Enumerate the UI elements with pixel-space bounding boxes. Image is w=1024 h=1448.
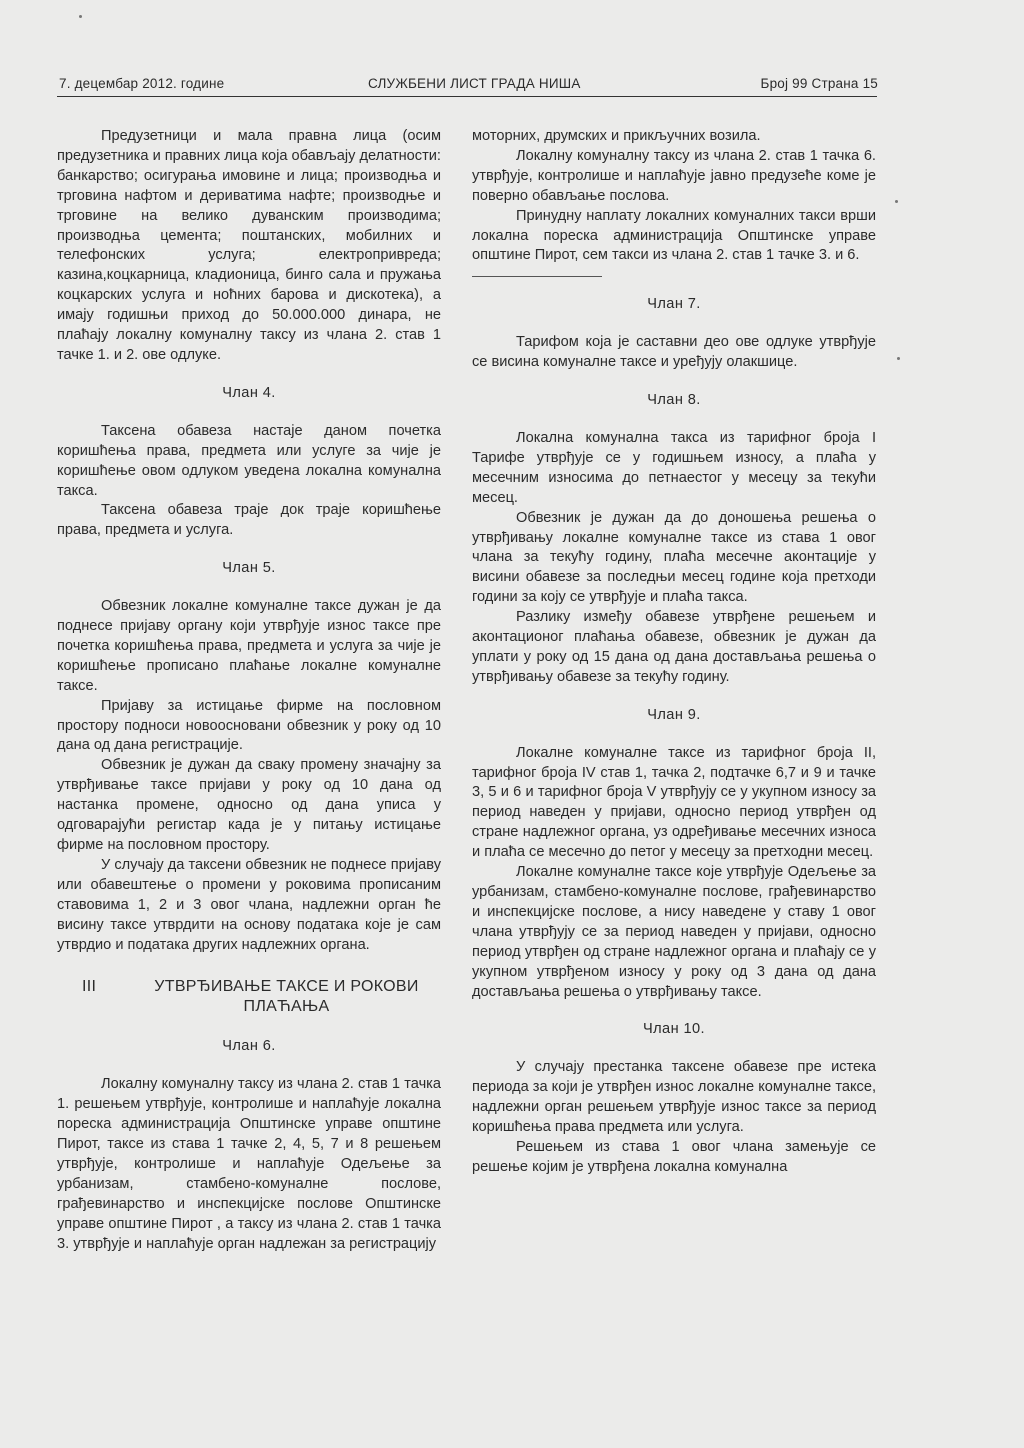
paragraph: Принудну наплату локалних комуналних такси врши локална пореска администрација Општинске управе општине Пирот, сем такси из члана 2. став 1 тачке 3. и 6. bbox=[472, 207, 876, 264]
article-heading-6: Члан 6. bbox=[222, 1038, 276, 1055]
paragraph: Обвезник је дужан да сваку промену значајну за утврђивање таксе пријави у року од 10 дана од настанка промене, односно од дана уписа у одговарајући регистар када је у питању истицање фирме на пословном простору. bbox=[57, 757, 441, 853]
left-column bbox=[57, 127, 441, 1255]
article-heading-5: Члан 5. bbox=[222, 560, 276, 577]
paragraph: Разлику између обавезе утврђене решењем и аконтационог плаћања обавезе, обвезник је дужан да уплати у року од 15 дана од дана достављања решења о утврђивању обавезе за текућу годину. bbox=[472, 609, 876, 685]
article-heading-7: Члан 7. bbox=[647, 296, 701, 313]
right-column bbox=[472, 127, 876, 1178]
section-divider bbox=[472, 276, 602, 277]
article-heading-10: Члан 10. bbox=[643, 1021, 705, 1038]
page-header bbox=[57, 74, 877, 97]
paragraph: У случају престанка таксене обавезе пре истека периода за који је утврђен износ локалне комуналне таксе, надлежни орган решењем утврђује износ таксе за период коришћења права предмета или услуга. bbox=[472, 1059, 876, 1136]
paragraph: Предузетници и мала правна лица (осим предузетника и правних лица која обављају делатности: банкарство; осигурања имовине и лица; производња и трговина нафтом и дериватима нафте; производње и трговине на велико дуванским производима; производња цемента; поштанских, мобилних и телефонских услуга; електропривреда; казина,коцкарница, кладионица, бинго сала и пружања коцкарских услуга и ноћних барова и дискотека), а имају годишњи приход до 50.000.000 динара, не плаћају локалну комуналну таксу из члана 2. став 1 тачке 1. и 2. ове одлуке. bbox=[57, 128, 441, 363]
paper-speck bbox=[897, 357, 900, 360]
paper-speck bbox=[895, 200, 898, 203]
paragraph: Локалну комуналну таксу из члана 2. став 1 тачка 6. утврђује, контролише и наплаћује јавно предузеће коме је поверно обављање послова. bbox=[472, 147, 876, 204]
paragraph: Обвезник локалне комуналне таксе дужан је да поднесе пријаву органу који утврђује износ таксе пре почетка коришћења права, предмета и услуга за чије је коришћење прописано плаћање локалне комуналне таксе. bbox=[57, 598, 441, 694]
paragraph: Локална комунална такса из тарифног броја I Тарифе утврђује се у годишњем износу, а плаћа у месечним износима до петнаестог у месецу за текући месец. bbox=[472, 429, 876, 506]
paper-speck bbox=[79, 15, 82, 18]
paragraph: Локалну комуналну таксу из члана 2. став 1 тачка 1. решењем утврђује, контролише и наплаћује локална пореска администрација Општинске управе општине Пирот, таксе из става 1 тачке 2, 4, 5, 7 и 8 решењем утврђује, контролише и наплаћује Одељење за урбанизам, стамбено-комуналне послове, грађевинарство и инспекцијске послове Општинске управе општине Пирот , а таксу из члана 2. став 1 тачка 3. утврђује и наплаћује орган надлежан за регистрацију bbox=[57, 1076, 441, 1252]
paragraph: Тарифом која је саставни део ове одлуке утврђује се висина комуналне таксе и уређују олакшице. bbox=[472, 334, 876, 371]
section-heading bbox=[57, 977, 441, 1017]
paragraph: Пријаву за истицање фирме на пословном простору подноси новоосновани обвезник у року од 10 дана од дана регистрације. bbox=[57, 697, 441, 754]
paragraph: Таксена обавеза траје док траје коришћење права, предмета и услуга. bbox=[57, 502, 441, 539]
header-publication-title: СЛУЖБЕНИ ЛИСТ ГРАДА НИША bbox=[368, 76, 581, 91]
section-number: III bbox=[82, 978, 97, 996]
paragraph: Таксена обавеза настаје даном почетка коришћења права, предмета или услуге за чије је коришћење овом одлуком уведена локална комунална такса. bbox=[57, 422, 441, 499]
paragraph: моторних, друмских и прикључних возила. bbox=[472, 128, 761, 144]
paragraph: Обвезник је дужан да до доношења решења о утврђивању локалне комуналне таксе из става 1 овог члана за текућу годину, плаћа месечне аконтације у висини обавезе за последњи месец године која претходи години за коју се утврђује и плаћа такса. bbox=[472, 509, 876, 606]
section-title: УТВРЂИВАЊЕ ТАКСЕ И РОКОВИ ПЛАЋАЊА bbox=[154, 978, 419, 1016]
paragraph: Локалне комуналне таксе које утврђује Одељење за урбанизам, стамбено-комуналне послове, грађевинарство и инспекцијске послове, а нису наведене у ставу 1 овог члана утврђују се за период наведен у пријави, односно период утврђен од стране надлежног органа и плаћају се у укупном утврђеном износу у року од 3 дана од дана достављања решења о утврђивању таксе. bbox=[472, 864, 876, 1000]
article-heading-4: Члан 4. bbox=[222, 384, 276, 401]
header-date: 7. децембар 2012. године bbox=[59, 76, 225, 91]
article-heading-9: Члан 9. bbox=[647, 706, 701, 723]
paragraph: У случају да таксени обвезник не поднесе пријаву или обавештење о промени у роковима прописаним ставовима 1, 2 и 3 овог члана, надлежни орган ће висину таксе утврдити на основу података које је сам утврдио и података других надлежних органа. bbox=[57, 856, 441, 953]
paragraph: Локалне комуналне таксе из тарифног броја II, тарифног броја IV став 1, тачка 2, подтачке 6,7 и 9 и тачке 3, 5 и 6 и тарифног броја V утврђују се у укупном износу за период наведен у пријави, односно период утврђен од стране надлежног органа, уз одређивање месечних износа и плаћа се месечно до петог у месецу за претходни месец. bbox=[472, 744, 876, 861]
header-issue-page: Број 99 Страна 15 bbox=[760, 76, 878, 91]
article-heading-8: Члан 8. bbox=[647, 392, 701, 409]
paragraph: Решењем из става 1 овог члана замењује се решење којим је утврђена локална комунална bbox=[472, 1138, 876, 1175]
